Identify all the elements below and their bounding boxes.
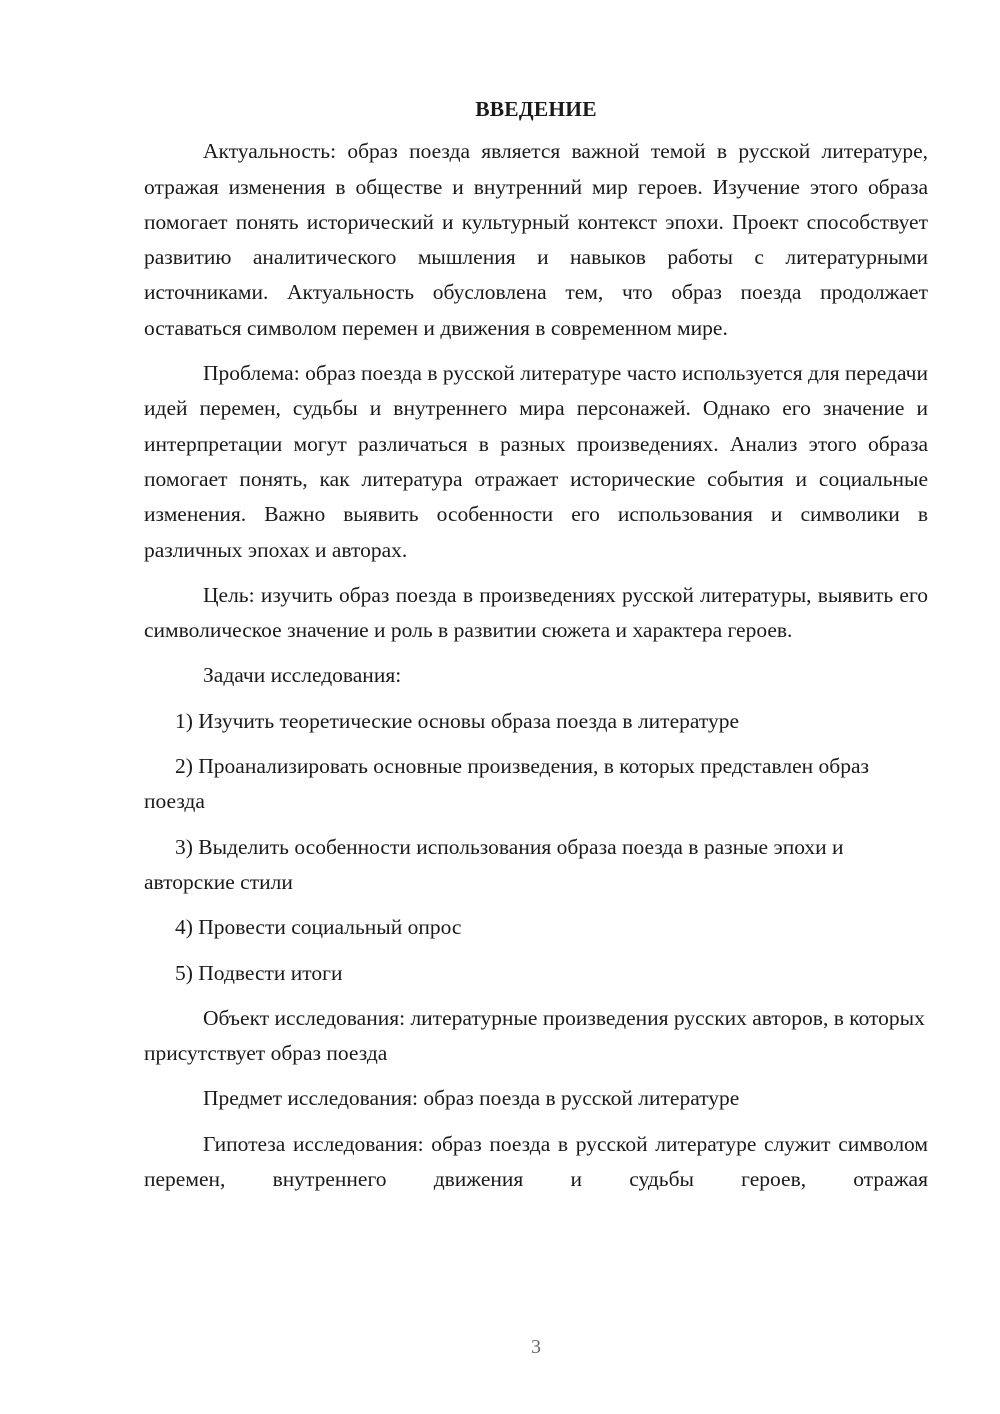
- paragraph-hypothesis: Гипотеза исследования: образ поезда в русской литературе служит символом перемен, внутреннего движения и судьбы героев, отражая: [144, 1131, 928, 1192]
- task-item-4: 4) Провести социальный опрос: [175, 915, 462, 940]
- paragraph-goal: Цель: изучить образ поезда в произведениях русской литературы, выявить его символическое значение и роль в развитии сюжета и характера героев.: [144, 582, 928, 643]
- paragraph-problem: Проблема: образ поезда в русской литературе часто используется для передачи идей перемен, судьбы и внутреннего мира персонажей. Однако его значение и интерпретации могут различаться в разных произведениях. Анализ этого образа помогает понять, как литература отражает исторические события и социальные изменения. Важно выявить особенности его использования и символики в различных эпохах и авторах.: [144, 361, 928, 562]
- paragraph-object: Объект исследования: литературные произведения русских авторов, в которых присутствует образ поезда: [144, 1005, 925, 1066]
- task-item-3: 3) Выделить особенности использования образа поезда в разные эпохи и авторские стили: [144, 834, 844, 894]
- page-number: 3: [531, 1336, 541, 1358]
- task-item-2: 2) Проанализировать основные произведения, в которых представлен образ поезда: [144, 754, 870, 814]
- section-heading: ВВЕДЕНИЕ: [475, 97, 597, 121]
- task-item-5: 5) Подвести итоги: [175, 960, 343, 985]
- tasks-title: Задачи исследования:: [203, 663, 402, 688]
- paragraph-subject: Предмет исследования: образ поезда в русской литературе: [203, 1086, 740, 1111]
- task-item-1: 1) Изучить теоретические основы образа поезда в литературе: [175, 708, 740, 733]
- paragraph-relevance: Актуальность: образ поезда является важной темой в русской литературе, отражая изменения в обществе и внутренний мир героев. Изучение этого образа помогает понять исторический и культурный контекст эпохи. Проект способствует развитию аналитического мышления и навыков работы с литературными источниками. Актуальность обусловлена тем, что образ поезда продолжает оставаться символом перемен и движения в современном мире.: [144, 139, 928, 340]
- page-content: [144, 92, 928, 1197]
